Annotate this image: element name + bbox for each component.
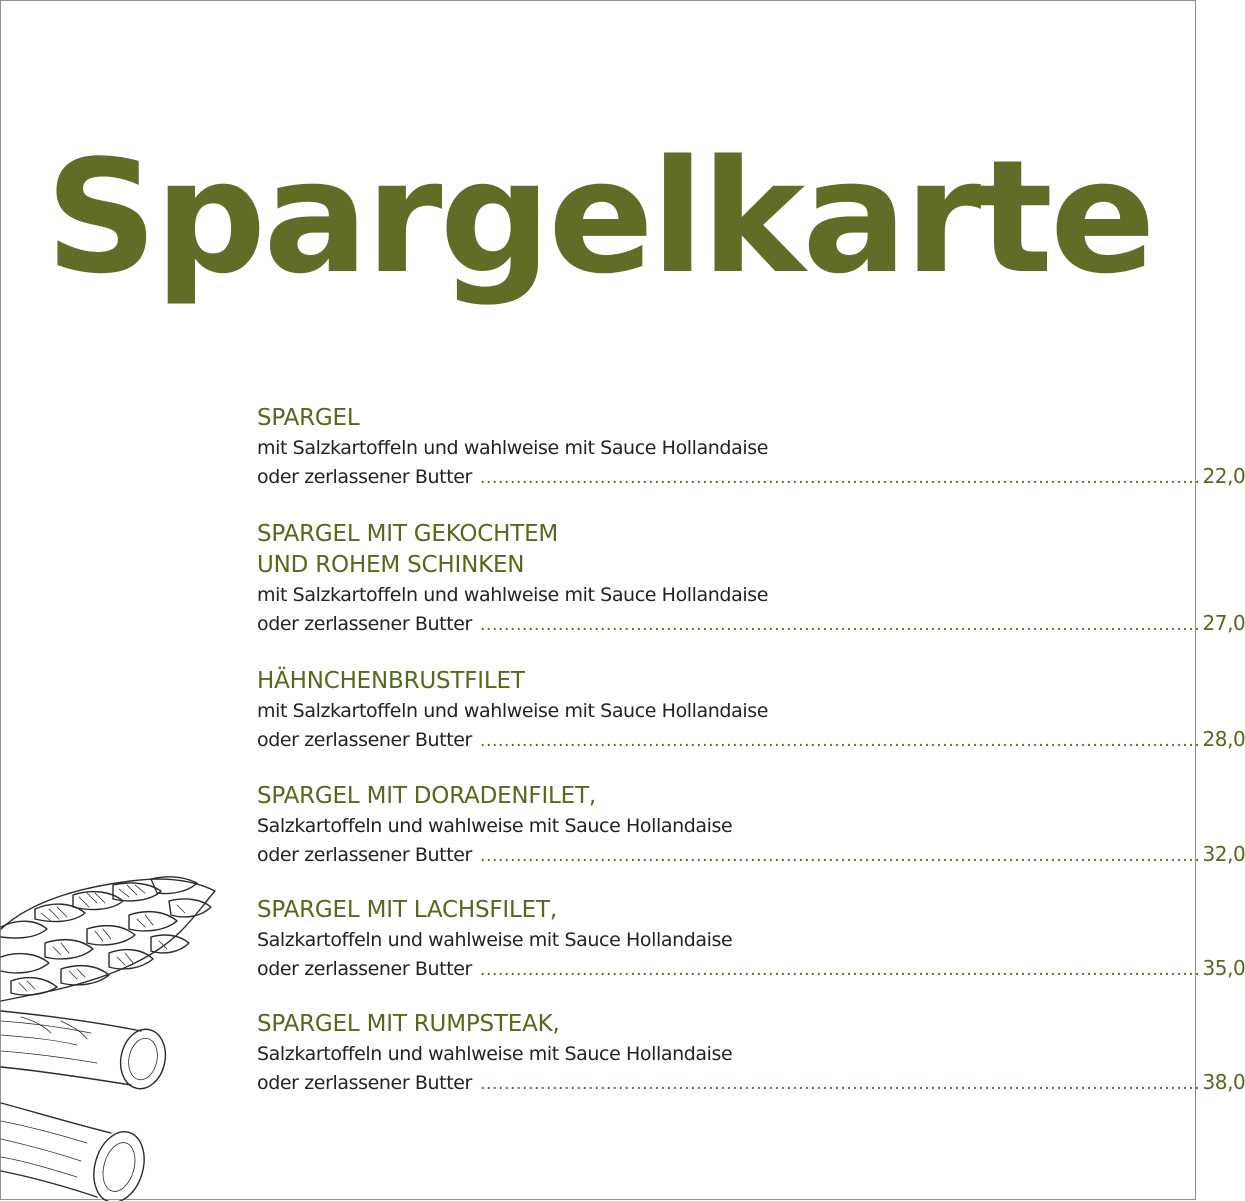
menu-item-description: mit Salzkartoffeln und wahlweise mit Sauce Hollandaise <box>257 700 769 722</box>
dot-leader: ........................................................................................................................ <box>479 1074 1201 1094</box>
menu-item-price: 22,0 <box>1202 464 1245 488</box>
menu-item-price-line <box>257 725 1245 755</box>
menu-item <box>257 895 1245 984</box>
menu-item-description: Salzkartoffeln und wahlweise mit Sauce Hollandaise <box>257 1043 733 1065</box>
dot-leader: ........................................................................................................................ <box>479 615 1201 635</box>
menu-item-price: 38,0 <box>1202 1070 1245 1094</box>
menu-item-name: SPARGEL MIT RUMPSTEAK, <box>257 1011 560 1037</box>
menu-item-price: 27,0 <box>1202 611 1245 635</box>
page-title: Spargelkarte <box>45 126 1153 308</box>
menu-item <box>257 781 1245 870</box>
menu-item-description-cont: oder zerlassener Butter <box>257 729 472 751</box>
menu-item-price-line <box>257 462 1245 492</box>
menu-item-price: 28,0 <box>1202 727 1245 751</box>
menu-item-name: SPARGEL MIT DORADENFILET, <box>257 783 596 809</box>
menu-item-description-cont: oder zerlassener Butter <box>257 466 472 488</box>
menu-item <box>257 666 1245 755</box>
menu-item-name: SPARGEL MIT LACHSFILET, <box>257 897 557 923</box>
dot-leader: ........................................................................................................................ <box>479 468 1201 488</box>
asparagus-sketch-icon <box>1 871 233 1201</box>
menu-item-name: SPARGEL MIT GEKOCHTEM <box>257 521 559 547</box>
menu-item-name: HÄHNCHENBRUSTFILET <box>257 668 525 694</box>
menu-item-description-cont: oder zerlassener Butter <box>257 844 472 866</box>
dot-leader: ........................................................................................................................ <box>479 846 1201 866</box>
menu-item-description: Salzkartoffeln und wahlweise mit Sauce Hollandaise <box>257 929 733 951</box>
menu-item <box>257 403 1245 492</box>
menu-item-name-cont: UND ROHEM SCHINKEN <box>257 552 525 578</box>
menu-item-price: 35,0 <box>1202 956 1245 980</box>
menu-item-description-cont: oder zerlassener Butter <box>257 613 472 635</box>
dot-leader: ........................................................................................................................ <box>479 731 1201 751</box>
menu-item-name: SPARGEL <box>257 405 360 431</box>
menu-item-price: 32,0 <box>1202 842 1245 866</box>
menu-item-price-line <box>257 954 1245 984</box>
menu-item-price-line <box>257 1068 1245 1098</box>
menu-item <box>257 519 1245 639</box>
dot-leader: ........................................................................................................................ <box>479 960 1201 980</box>
menu-item-description: mit Salzkartoffeln und wahlweise mit Sauce Hollandaise <box>257 437 769 459</box>
menu-item-description: Salzkartoffeln und wahlweise mit Sauce Hollandaise <box>257 815 733 837</box>
menu-item <box>257 1009 1245 1098</box>
menu-item-description-cont: oder zerlassener Butter <box>257 1072 472 1094</box>
menu-item-price-line <box>257 609 1245 639</box>
menu-item-description: mit Salzkartoffeln und wahlweise mit Sauce Hollandaise <box>257 584 769 606</box>
menu-item-price-line <box>257 840 1245 870</box>
menu-item-description-cont: oder zerlassener Butter <box>257 958 472 980</box>
